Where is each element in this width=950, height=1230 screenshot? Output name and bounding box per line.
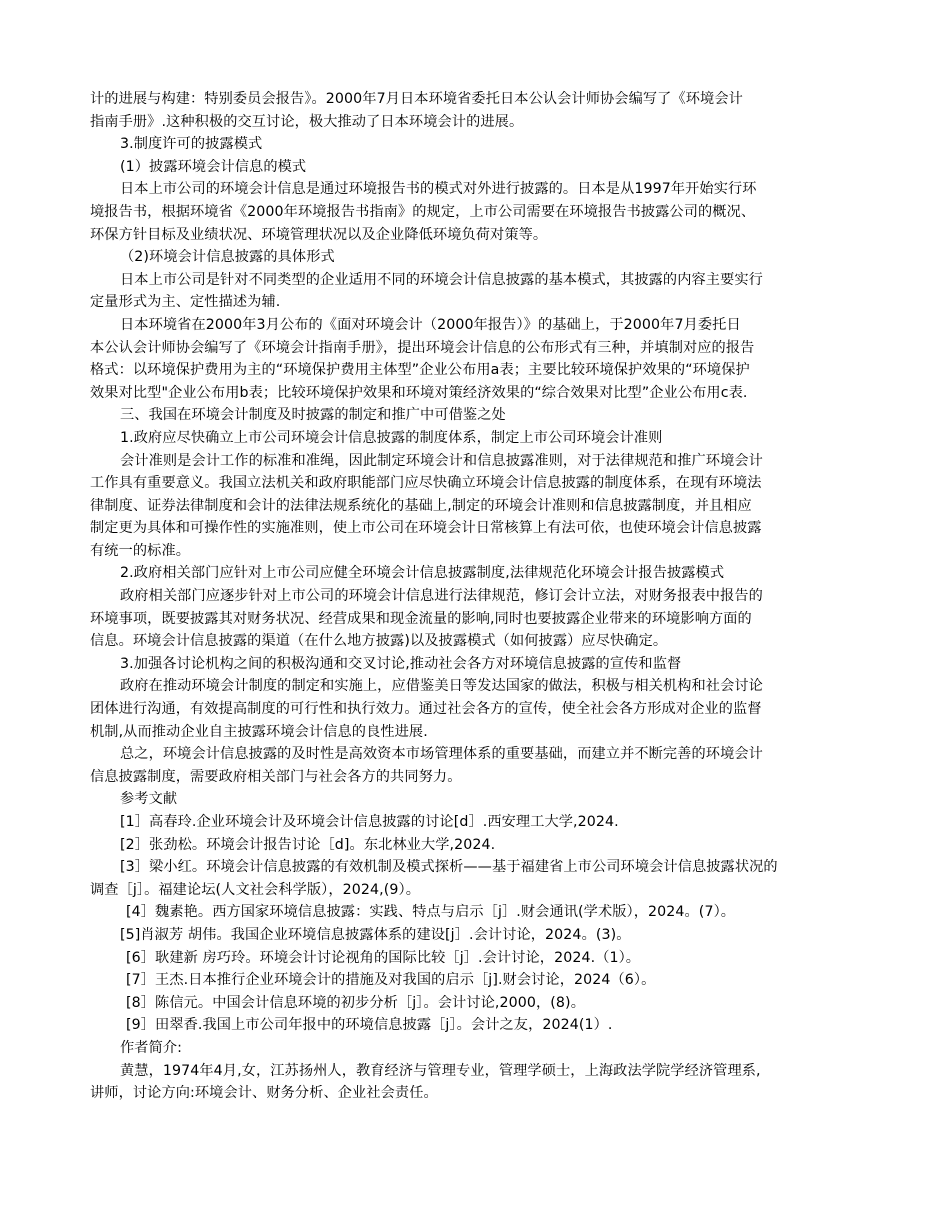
text-line: 总之，环境会计信息披露的及时性是高效资本市场管理体系的重要基础，而建立并不断完善的环境会计 [120, 746, 763, 763]
text-line: 计的进展与构建：特别委员会报告》。2000年7月日本环境省委托日本公认会计师协会编写了《环境会计 [90, 91, 743, 107]
reference-item-continued: 调查［j］。福建论坛(人文社会科学版），2024,(9）。 [90, 881, 421, 898]
subsection-heading: （2)环境会计信息披露的具体形式 [120, 249, 335, 266]
text-line: 政府在推动环境会计制度的制定和实施上，应借鉴美日等发达国家的做法，积极与相关机构和社会讨论 [120, 678, 763, 695]
text-line: 环保方针目标及业绩状况、环境管理状况以及企业降低环境负荷对策等。 [90, 226, 548, 243]
text-line: 会计准则是会计工作的标准和准绳，因此制定环境会计和信息披露准则，对于法律规范和推广环境会计 [120, 452, 763, 469]
text-line: 日本环境省在2000年3月公布的《面对环境会计（2000年报告）》的基础上，于2000年7月委托日 [120, 316, 741, 333]
reference-item: [8］陈信元。中国会计信息环境的初步分析［j］。会计讨论,2000，(8)。 [126, 994, 585, 1011]
references-heading: 参考文献 [120, 791, 178, 808]
text-line: 日本上市公司是针对不同类型的企业适用不同的环境会计信息披露的基本模式，其披露的内容主要实行 [120, 271, 763, 288]
section-heading: 3.制度许可的披露模式 [120, 136, 263, 153]
text-line: 制定更为具体和可操作性的实施准则，使上市公司在环境会计日常核算上有法可依，也使环境会计信息披露 [90, 520, 762, 537]
section-heading: 2.政府相关部门应针对上市公司应健全环境会计信息披露制度,法律规范化环境会计报告披露模式 [120, 565, 725, 582]
reference-item: [4］魏素艳。西方国家环境信息披露：实践、特点与启示［j］.财会通讯(学术版），2024。(7）。 [126, 904, 736, 921]
text-line: 机制,从而推动企业自主披露环境会计信息的良性进展. [90, 723, 428, 740]
text-line: 律制度、证券法律制度和会计的法律法规系统化的基础上,制定的环境会计准则和信息披露制度，并且相应 [90, 497, 752, 514]
text-line: 团体进行沟通，有效提高制度的可行性和执行效力。通过社会各方的宣传，使全社会各方形成对企业的监督 [90, 701, 762, 718]
text-line: 有统一的标准。 [90, 542, 191, 559]
text-line: 效果对比型"企业公布用b表；比较环境保护效果和环境对策经济效果的“综合效果对比型”企业公布用c表. [90, 384, 748, 401]
text-line: 日本上市公司的环境会计信息是通过环境报告书的模式对外进行披露的。日本是从1997年开始实行环 [120, 181, 757, 198]
reference-item: [3］梁小红。环境会计信息披露的有效机制及模式探析——基于福建省上市公司环境会计信息披露状况的 [120, 859, 778, 876]
author-bio: 黄慧，1974年4月,女，江苏扬州人，教育经济与管理专业，管理学硕士，上海政法学院学经济管理系, [120, 1062, 761, 1079]
text-line: 信息披露制度，需要政府相关部门与社会各方的共同努力。 [90, 768, 462, 785]
text-line: 格式：以环境保护费用为主的“环境保护费用主体型”企业公布用a表；主要比较环境保护效果的“环境保护 [90, 362, 750, 379]
section-heading: 1.政府应尽快确立上市公司环境会计信息披露的制度体系，制定上市公司环境会计准则 [120, 429, 663, 446]
text-line: 政府相关部门应逐步针对上市公司的环境会计信息进行法律规范，修订会计立法，对财务报表中报告的 [120, 588, 763, 605]
section-heading: 3.加强各讨论机构之间的积极沟通和交叉讨论,推动社会各方对环境信息披露的宣传和监督 [120, 655, 682, 672]
reference-item: [1］高春玲.企业环境会计及环境会计信息披露的讨论[d］.西安理工大学,2024. [120, 814, 619, 830]
text-line: 环境事项，既要披露其对财务状况、经营成果和现金流量的影响,同时也要披露企业带来的环境影响方面的 [90, 610, 752, 627]
reference-item: [2］张劲松。环境会计报告讨论［d]。东北林业大学,2024. [120, 836, 496, 853]
text-line: 本公认会计师协会编写了《环境会计指南手册》，提出环境会计信息的公布形式有三种，并填制对应的报告 [90, 339, 755, 356]
document-body [90, 88, 870, 1105]
text-line: 指南手册》.这种积极的交互讨论，极大推动了日本环境会计的进展。 [90, 113, 524, 130]
author-heading: 作者简介: [120, 1039, 183, 1056]
text-line: 信息。环境会计信息披露的渠道（在什么地方披露)以及披露模式（如何披露）应尽快确定。 [90, 633, 668, 650]
reference-item: [5]肖淑芳 胡伟。我国企业环境信息披露体系的建设[j］.会计讨论，2024。(3)。 [120, 926, 631, 943]
subsection-heading: (1）披露环境会计信息的模式 [120, 158, 307, 175]
author-bio: 讲师，讨论方向:环境会计、财务分析、企业社会责任。 [90, 1085, 438, 1102]
section-heading: 三、我国在环境会计制度及时披露的制定和推广中可借鉴之处 [120, 407, 506, 424]
text-line: 定量形式为主、定性描述为辅. [90, 294, 281, 311]
reference-item: [6］耿建新 房巧玲。环境会计讨论视角的国际比较［j］.会计讨论，2024.（1）。 [126, 949, 641, 966]
text-line: 工作具有重要意义。我国立法机关和政府职能部门应尽快确立环境会计信息披露的制度体系，在现有环境法 [90, 475, 762, 492]
text-line: 境报告书，根据环境省《2000年环境报告书指南》的规定，上市公司需要在环境报告书披露公司的概况、 [90, 203, 756, 220]
reference-item: [7］王杰.日本推行企业环境会计的措施及对我国的启示［j].财会讨论，2024（6）。 [126, 972, 656, 989]
reference-item: [9］田翠香.我国上市公司年报中的环境信息披露［j］。会计之友，2024(1）. [126, 1017, 613, 1034]
